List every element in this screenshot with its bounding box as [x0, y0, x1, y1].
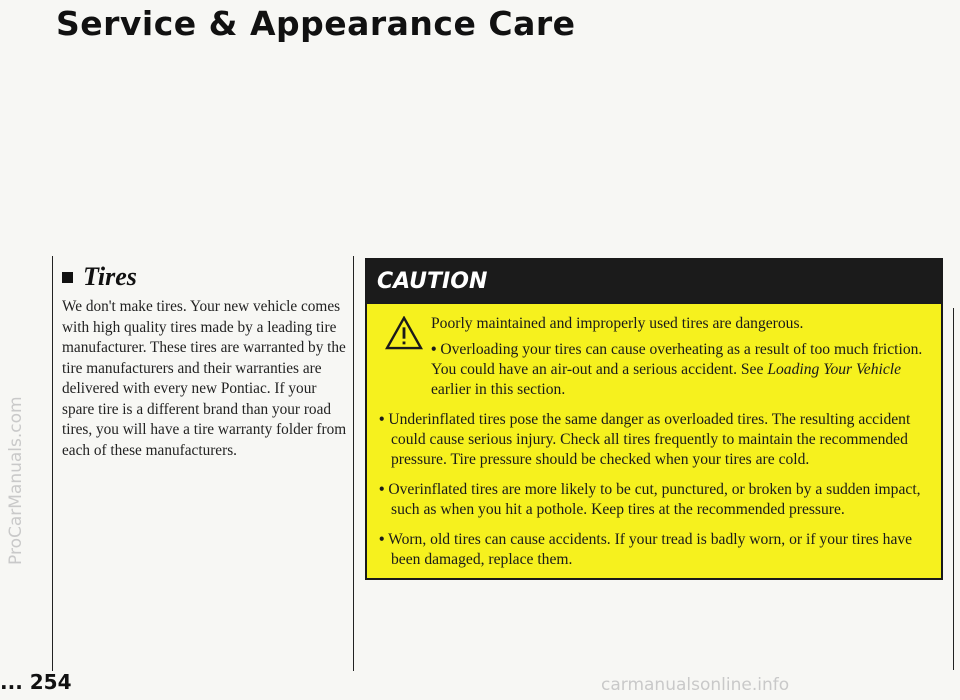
side-watermark: ProCarManuals.com [6, 396, 26, 565]
caution-item-text: Overloading your tires can cause overheating as a result of too much friction. You could have an air-out and a serious accident. See [431, 341, 923, 378]
tires-heading-label: Tires [83, 262, 137, 291]
warning-triangle-icon [385, 316, 423, 350]
caution-intro-text: Poorly maintained and improperly used tires are dangerous. [431, 315, 804, 332]
left-column-rule [52, 256, 53, 671]
loading-your-vehicle-reference: Loading Your Vehicle [767, 361, 902, 378]
caution-item-text: Underinflated tires pose the same danger as overloaded tires. The resulting accident could cause serious injury. Check all tires frequently to maintain the recommended pressure. Tire pressure should be checked when your tires are cold. [388, 411, 911, 468]
caution-intro [379, 314, 923, 334]
caution-item-worn: • Worn, old tires can cause accidents. If your tread is badly worn, or if your tires have been damaged, replace them. [379, 531, 913, 568]
right-column-rule [953, 308, 954, 670]
square-bullet-icon [62, 272, 73, 283]
caution-label: CAUTION [367, 260, 941, 304]
caution-item-underinflated: • Underinflated tires pose the same danger as overloaded tires. The resulting accident could cause serious injury. Check all tires frequently to maintain the recommended pressure. Tire pressure should be checked when your tires are cold. [379, 411, 911, 468]
tires-heading [62, 262, 137, 292]
page-number: ... 254 [0, 670, 72, 694]
page-title: Service & Appearance Care [56, 4, 576, 43]
bottom-watermark: carmanualsonline.info [601, 675, 790, 695]
caution-item-overloading: • Overloading your tires can cause overheating as a result of too much friction. You could have an air-out and a serious accident. See Loading Your Vehicle earlier in this section. [431, 341, 923, 398]
caution-item-suffix: earlier in this section. [431, 381, 566, 398]
caution-body [367, 304, 941, 570]
caution-box [365, 258, 943, 580]
center-column-rule [353, 256, 354, 671]
caution-item-text: Worn, old tires can cause accidents. If your tread is badly worn, or if your tires have been damaged, replace them. [388, 531, 913, 568]
tires-body-text: We don't make tires. Your new vehicle comes with high quality tires made by a leading tire manufacturer. These tires are warranted by the tire manufacturers and their warranties are delivered with every new Pontiac. If your spare tire is a different brand than your road tires, you will have a tire warranty folder from each of these manufacturers. [62, 298, 347, 459]
caution-item-overinflated: • Overinflated tires are more likely to be cut, punctured, or broken by a sudden impact, such as when you hit a pothole. Keep tires at the recommended pressure. [379, 481, 921, 518]
caution-item-text: Overinflated tires are more likely to be cut, punctured, or broken by a sudden impact, such as when you hit a pothole. Keep tires at the recommended pressure. [388, 481, 921, 518]
